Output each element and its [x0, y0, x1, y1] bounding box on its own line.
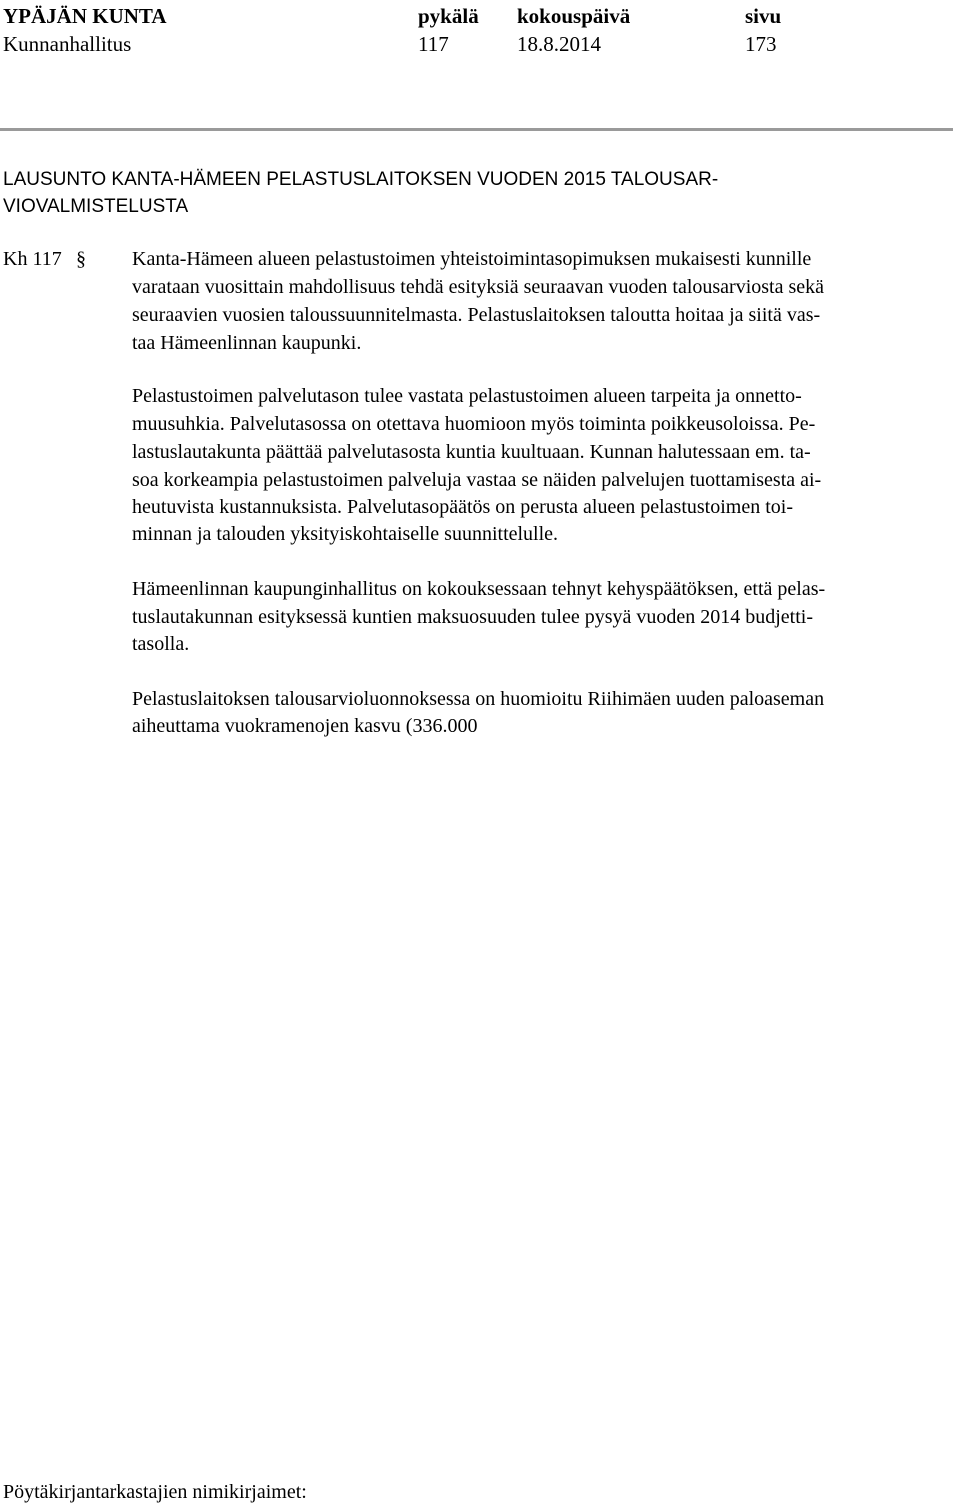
- header-divider: [0, 128, 953, 131]
- header-label-pykala: pykälä: [418, 4, 479, 28]
- body-line: taa Hämeenlinnan kaupunki.: [132, 332, 362, 354]
- body-line: lastuslautakunta päättää palvelutasosta kuntia kuultuaan. Kunnan halutessaan em. ta-: [132, 441, 811, 463]
- municipality-name: YPÄJÄN KUNTA: [3, 4, 167, 28]
- body-line: muusuhkia. Palvelutasossa on otettava huomioon myös toiminta poikkeusoloissa. Pe-: [132, 413, 816, 435]
- body-line: soa korkeampia pelastustoimen palveluja vastaa se näiden palvelujen tuottamisesta ai-: [132, 469, 822, 491]
- footer-initials-label: Pöytäkirjantarkastajien nimikirjaimet:: [3, 1481, 307, 1503]
- governing-body: Kunnanhallitus: [3, 32, 132, 56]
- meeting-date: 18.8.2014: [517, 32, 601, 56]
- header-label-kokouspaiva: kokouspäivä: [517, 4, 631, 28]
- document-title-line-2: VIOVALMISTELUSTA: [3, 196, 189, 217]
- body-line: seuraavien vuosien taloussuunnitelmasta. Pelastuslaitoksen taloutta hoitaa ja siitä vas-: [132, 304, 821, 326]
- body-line: tuslautakunnan esityksessä kuntien maksuosuuden tulee pysyä vuoden 2014 budjetti-: [132, 606, 813, 628]
- document-title-line-1: LAUSUNTO KANTA-HÄMEEN PELASTUSLAITOKSEN VUODEN 2015 TALOUSAR-: [3, 169, 719, 190]
- body-line: heutuvista kustannuksista. Palvelutasopäätös on perusta alueen pelastustoimen toi-: [132, 496, 793, 518]
- body-line: tasolla.: [132, 633, 190, 655]
- body-line: varataan vuosittain mahdollisuus tehdä esityksiä seuraavan vuoden talousarviosta sekä: [132, 276, 825, 298]
- body-line: Hämeenlinnan kaupunginhallitus on kokouksessaan tehnyt kehyspäätöksen, että pelas-: [132, 578, 826, 600]
- body-line: aiheuttama vuokramenojen kasvu (336.000: [132, 715, 478, 737]
- pykala-number: 117: [418, 32, 449, 56]
- section-symbol: §: [76, 248, 86, 270]
- body-line: Kanta-Hämeen alueen pelastustoimen yhteistoimintasopimuksen mukaisesti kunnille: [132, 248, 812, 270]
- section-label: Kh 117: [3, 248, 62, 270]
- body-line: Pelastuslaitoksen talousarvioluonnoksessa on huomioitu Riihimäen uuden paloaseman: [132, 688, 825, 710]
- header-label-sivu: sivu: [745, 4, 782, 28]
- body-line: minnan ja talouden yksityiskohtaiselle suunnittelulle.: [132, 523, 559, 545]
- body-line: Pelastustoimen palvelutason tulee vastata pelastustoimen alueen tarpeita ja onnetto-: [132, 385, 802, 407]
- page-number: 173: [745, 32, 777, 56]
